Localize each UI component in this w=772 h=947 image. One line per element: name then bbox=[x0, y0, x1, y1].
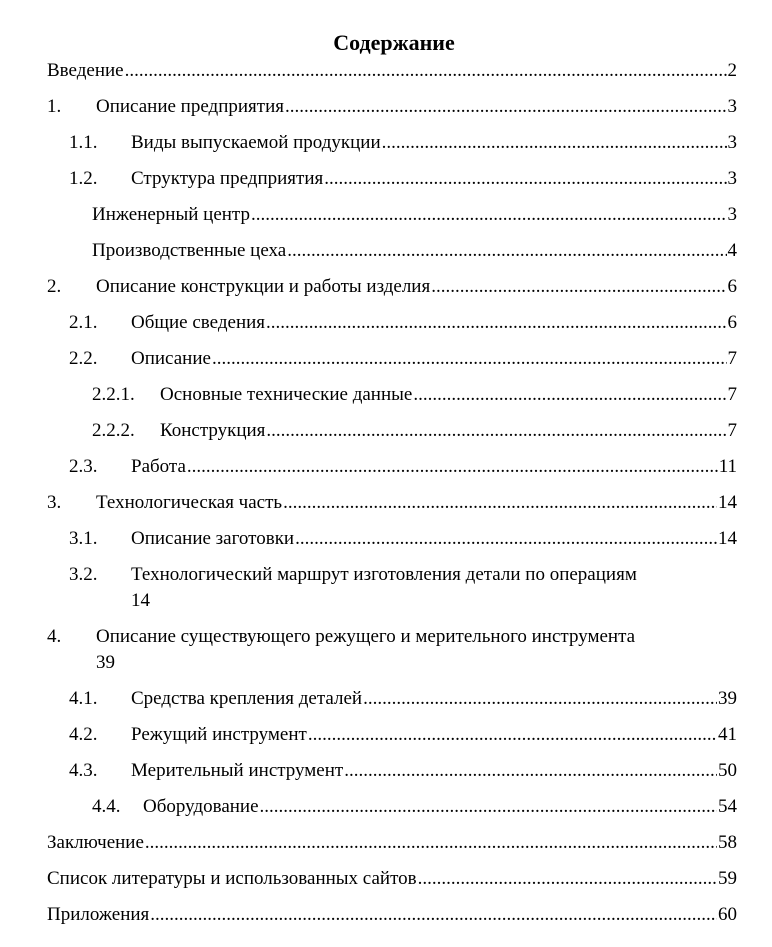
toc-list bbox=[47, 58, 737, 928]
toc-entry-page: 7 bbox=[727, 384, 737, 405]
toc-leader-dots bbox=[187, 454, 718, 480]
toc-entry-label: Работа bbox=[131, 456, 186, 477]
toc-entry-page: 14 bbox=[718, 492, 737, 513]
toc-entry-label: Основные технические данные bbox=[160, 384, 413, 405]
toc-leader-dots bbox=[212, 346, 727, 372]
toc-entry-label: Производственные цеха bbox=[92, 240, 287, 261]
toc-entry-number: 2.2.1. bbox=[92, 384, 135, 405]
toc-entry-label: Общие сведения bbox=[131, 312, 266, 333]
toc-entry-number: 2. bbox=[47, 276, 62, 297]
toc-entry-page: 7 bbox=[727, 348, 737, 369]
toc-leader-dots bbox=[295, 526, 717, 552]
toc-leader-dots bbox=[285, 94, 727, 120]
toc-entry-label: Режущий инструмент bbox=[131, 724, 307, 745]
toc-leader-dots bbox=[266, 310, 726, 336]
toc-leader-dots bbox=[150, 902, 717, 928]
toc-leader-dots bbox=[287, 238, 726, 264]
toc-leader-dots bbox=[324, 166, 726, 192]
toc-entry-number: 4.3. bbox=[69, 760, 98, 781]
toc-entry-section-4-4[interactable] bbox=[47, 794, 737, 820]
toc-entry-label: Виды выпускаемой продукции bbox=[131, 132, 381, 153]
toc-entry-label: Технологическая часть bbox=[96, 492, 283, 513]
toc-entry-number: 2.1. bbox=[69, 312, 98, 333]
toc-entry-number: 4.4. bbox=[92, 796, 121, 817]
toc-entry-section-2-2-2[interactable] bbox=[47, 418, 737, 444]
toc-entry-label: Описание предприятия bbox=[96, 96, 284, 117]
toc-leader-dots bbox=[382, 130, 727, 156]
toc-entry-section-2-2[interactable] bbox=[47, 346, 737, 372]
toc-leader-dots bbox=[266, 418, 726, 444]
toc-entry-label: Описание существующего режущего и мерительного инструмента bbox=[96, 626, 636, 647]
toc-entry-page: 3 bbox=[727, 96, 737, 117]
toc-entry-page: 59 bbox=[718, 868, 737, 889]
toc-entry-label: Средства крепления деталей bbox=[131, 688, 363, 709]
toc-entry-page: 14 bbox=[131, 590, 150, 611]
toc-entry-number: 2.3. bbox=[69, 456, 98, 477]
toc-entry-section-3-1[interactable] bbox=[47, 526, 737, 552]
toc-leader-dots bbox=[145, 830, 717, 856]
toc-entry-section-2-3[interactable] bbox=[47, 454, 737, 480]
toc-entry-label: Заключение bbox=[47, 832, 144, 853]
toc-entry-appendices[interactable] bbox=[47, 902, 737, 928]
toc-entry-label: Мерительный инструмент bbox=[131, 760, 344, 781]
toc-leader-dots bbox=[308, 722, 717, 748]
toc-entry-number: 4. bbox=[47, 626, 62, 647]
toc-entry-label: Описание конструкции и работы изделия bbox=[96, 276, 431, 297]
toc-entry-number: 3.1. bbox=[69, 528, 98, 549]
toc-entry-page: 50 bbox=[718, 760, 737, 781]
toc-entry-label: Оборудование bbox=[143, 796, 259, 817]
toc-entry-label: Инженерный центр bbox=[92, 204, 250, 225]
toc-entry-section-1-1[interactable] bbox=[47, 130, 737, 156]
toc-entry-number: 1.2. bbox=[69, 168, 98, 189]
toc-entry-number: 3.2. bbox=[69, 564, 98, 585]
toc-entry-page: 11 bbox=[718, 456, 737, 477]
toc-leader-dots bbox=[283, 490, 717, 516]
toc-entry-section-4-1[interactable] bbox=[47, 686, 737, 712]
toc-entry-line bbox=[47, 562, 737, 588]
toc-entry-page: 39 bbox=[718, 688, 737, 709]
toc-entry-number: 1.1. bbox=[69, 132, 98, 153]
toc-entry-section-1-2[interactable] bbox=[47, 166, 737, 192]
toc-entry-label: Структура предприятия bbox=[131, 168, 324, 189]
toc-entry-label: Конструкция bbox=[160, 420, 266, 441]
toc-entry-number: 4.2. bbox=[69, 724, 98, 745]
toc-entry-engineering-center[interactable] bbox=[47, 202, 737, 228]
toc-entry-number: 3. bbox=[47, 492, 62, 513]
toc-entry-label: Технологический маршрут изготовления детали по операциям bbox=[131, 564, 637, 585]
toc-entry-section-4[interactable] bbox=[47, 624, 737, 676]
toc-entry-label: Список литературы и использованных сайтов bbox=[47, 868, 417, 889]
toc-entry-page: 41 bbox=[718, 724, 737, 745]
toc-entry-number: 4.1. bbox=[69, 688, 98, 709]
toc-entry-label: Описание bbox=[131, 348, 211, 369]
toc-entry-number: 2.2. bbox=[69, 348, 98, 369]
toc-entry-page: 2 bbox=[727, 60, 737, 81]
toc-entry-page: 7 bbox=[727, 420, 737, 441]
toc-entry-page: 3 bbox=[727, 204, 737, 225]
toc-entry-page: 14 bbox=[718, 528, 737, 549]
table-of-contents bbox=[47, 28, 737, 928]
toc-leader-dots bbox=[418, 866, 717, 892]
toc-leader-dots bbox=[344, 758, 717, 784]
toc-entry-page: 6 bbox=[727, 276, 737, 297]
toc-entry-page: 4 bbox=[727, 240, 737, 261]
toc-leader-dots bbox=[125, 58, 727, 84]
toc-entry-section-4-2[interactable] bbox=[47, 722, 737, 748]
toc-entry-number: 1. bbox=[47, 96, 62, 117]
toc-leader-dots bbox=[363, 686, 717, 712]
toc-entry-page: 3 bbox=[727, 132, 737, 153]
toc-entry-label: Введение bbox=[47, 60, 124, 81]
toc-entry-section-1[interactable] bbox=[47, 94, 737, 120]
toc-entry-page: 6 bbox=[727, 312, 737, 333]
toc-entry-section-2[interactable] bbox=[47, 274, 737, 300]
toc-leader-dots bbox=[431, 274, 726, 300]
toc-entry-section-4-3[interactable] bbox=[47, 758, 737, 784]
toc-entry-page: 3 bbox=[727, 168, 737, 189]
toc-entry-references[interactable] bbox=[47, 866, 737, 892]
toc-entry-section-2-1[interactable] bbox=[47, 310, 737, 336]
toc-title: Содержание bbox=[333, 30, 455, 55]
toc-entry-page: 39 bbox=[96, 652, 115, 673]
toc-entry-section-3[interactable] bbox=[47, 490, 737, 516]
toc-entry-label: Описание заготовки bbox=[131, 528, 295, 549]
toc-entry-label: Приложения bbox=[47, 904, 150, 925]
toc-entry-section-2-2-1[interactable] bbox=[47, 382, 737, 408]
toc-entry-page: 54 bbox=[718, 796, 737, 817]
toc-entry-page: 60 bbox=[718, 904, 737, 925]
toc-entry-section-3-2[interactable] bbox=[47, 562, 737, 614]
toc-entry-introduction[interactable] bbox=[47, 58, 737, 84]
toc-entry-conclusion[interactable] bbox=[47, 830, 737, 856]
toc-leader-dots bbox=[260, 794, 717, 820]
toc-entry-production-shops[interactable] bbox=[47, 238, 737, 264]
toc-entry-number: 2.2.2. bbox=[92, 420, 135, 441]
toc-leader-dots bbox=[413, 382, 726, 408]
toc-leader-dots bbox=[251, 202, 727, 228]
toc-entry-page: 58 bbox=[718, 832, 737, 853]
toc-entry-line bbox=[47, 624, 737, 650]
